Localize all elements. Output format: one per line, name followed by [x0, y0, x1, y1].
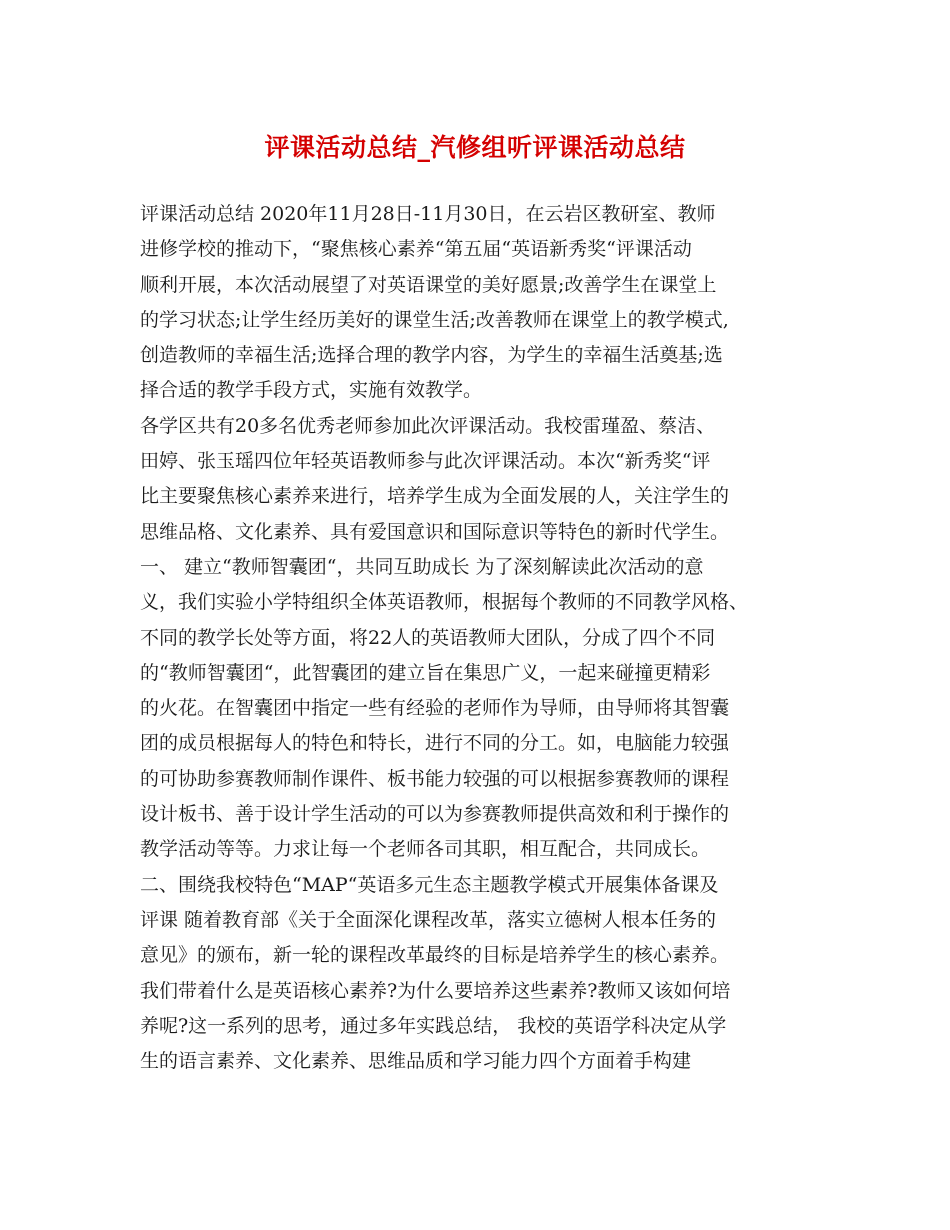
text-line: 择合适的教学手段方式，实施有效教学。 — [140, 379, 483, 402]
text-line: 教学活动等等。力求让每一个老师各司其职，相互配合，共同成长。 — [140, 838, 711, 861]
text-line: 养呢?这一系列的思考，通过多年实践总结， 我校的英语学科决定从学 — [140, 1014, 727, 1037]
text-line: 顺利开展，本次活动展望了对英语课堂的美好愿景;改善学生在课堂上 — [140, 273, 717, 296]
text-line: 不同的教学长处等方面，将22人的英语教师大团队，分成了四个不同 — [140, 626, 716, 649]
text-line: 进修学校的推动下，“聚焦核心素养“第五届“英语新秀奖“评课活动 — [140, 238, 692, 261]
text-line: 设计板书、善于设计学生活动的可以为参赛教师提供高效和利于操作的 — [140, 803, 730, 826]
document-body — [140, 197, 820, 1079]
text-line: 生的语言素养、文化素养、思维品质和学习能力四个方面着手构建 — [140, 1050, 692, 1073]
text-line: 我们带着什么是英语核心素养?为什么要培养这些素养?教师又该如何培 — [140, 979, 731, 1002]
text-line: 评课活动总结 2020年11月28日-11月30日，在云岩区教研室、教师 — [140, 203, 716, 225]
text-line: 各学区共有20多名优秀老师参加此次评课活动。我校雷瑾盈、蔡洁、 — [140, 414, 716, 437]
text-line: 比主要聚焦核心素养来进行，培养学生成为全面发展的人，关注学生的 — [140, 485, 730, 508]
text-line: 评课 随着教育部《关于全面深化课程改革，落实立德树人根本任务的 — [140, 908, 717, 931]
text-line: 的可协助参赛教师制作课件、板书能力较强的可以根据参赛教师的课程 — [140, 767, 730, 790]
text-line: 二、围绕我校特色“MAP“英语多元生态主题教学模式开展集体备课及 — [140, 873, 719, 896]
text-line: 团的成员根据每人的特色和特长，进行不同的分工。如，电脑能力较强 — [140, 732, 730, 755]
text-line: 的“教师智囊团“，此智囊团的建立旨在集思广义，一起来碰撞更精彩 — [140, 661, 711, 684]
text-line: 的火花。在智囊团中指定一些有经验的老师作为导师，由导师将其智囊 — [140, 697, 730, 720]
text-line: 思维品格、文化素养、具有爱国意识和国际意识等特色的新时代学生。 — [140, 520, 730, 543]
text-line: 意见》的颁布，新一轮的课程改革最终的目标是培养学生的核心素养。 — [140, 944, 730, 967]
text-line: 田婷、张玉瑶四位年轻英语教师参与此次评课活动。本次“新秀奖“评 — [140, 450, 711, 473]
document-title: 评课活动总结_汽修组听评课活动总结 — [264, 133, 686, 162]
text-line: 义，我们实验小学特组织全体英语教师，根据每个教师的不同教学风格、 — [140, 591, 749, 614]
text-line: 的学习状态;让学生经历美好的课堂生活;改善教师在课堂上的教学模式, — [140, 308, 729, 331]
text-line: 创造教师的幸福生活;选择合理的教学内容，为学生的幸福生活奠基;选 — [140, 344, 723, 367]
text-line: 一、 建立“教师智囊团“，共同互助成长 为了深刻解读此次活动的意 — [140, 555, 704, 578]
